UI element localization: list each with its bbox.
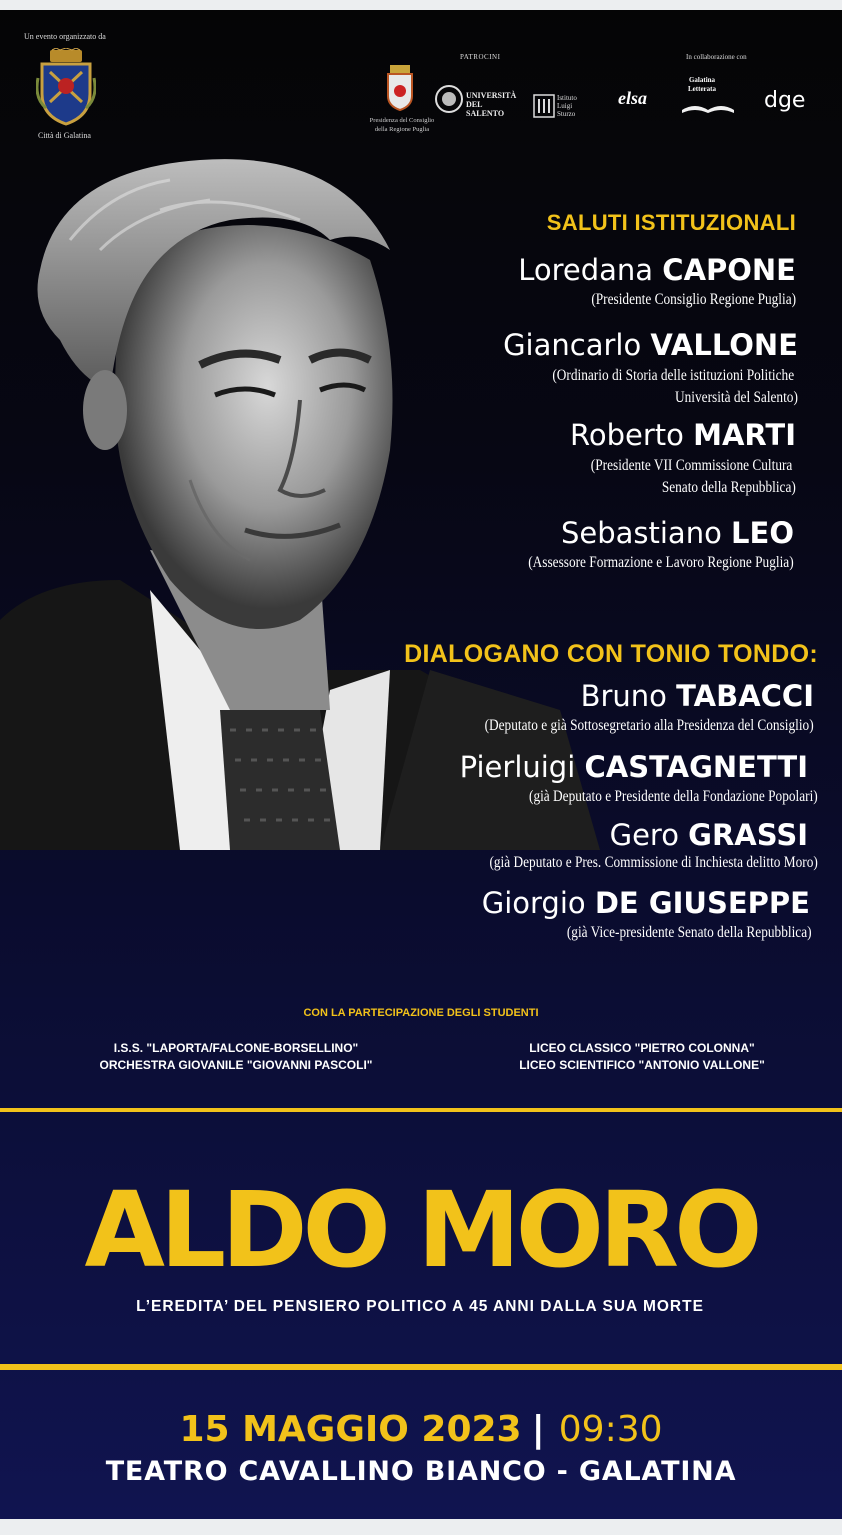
top-margin [0, 0, 842, 10]
event-datetime [0, 1409, 842, 1450]
speaker-first-name: Giorgio [481, 886, 595, 920]
speaker-last-name: DE GIUSEPPE [594, 886, 810, 920]
school-right [452, 1040, 832, 1074]
regione-puglia-logo-icon [386, 65, 414, 113]
speaker-name [503, 328, 798, 362]
galatina-letterata-logo: Galatina Letterata [688, 76, 716, 93]
separator: | [531, 1409, 545, 1450]
sturzo-logo: Istituto Luigi Sturzo [557, 94, 577, 118]
speaker-name [570, 418, 796, 452]
saluti-heading: SALUTI ISTITUZIONALI [546, 210, 796, 235]
dialogano-heading: DIALOGANO CON TONIO TONDO: [404, 640, 818, 668]
event-venue: TEATRO CAVALLINO BIANCO - GALATINA [105, 1456, 737, 1487]
speaker-last-name: GRASSI [688, 818, 808, 852]
unisalento-seal-icon [434, 84, 464, 114]
event-date: 15 MAGGIO 2023 [179, 1409, 522, 1450]
school-name: ORCHESTRA GIOVANILE "GIOVANNI PASCOLI" [99, 1058, 373, 1072]
event-title: ALDO MORO [84, 1169, 758, 1291]
speaker-role: (Presidente Consiglio Regione Puglia) [591, 291, 796, 308]
school-name: LICEO CLASSICO "PIETRO COLONNA" [529, 1041, 755, 1055]
event-subtitle: L’EREDITA’ DEL PENSIERO POLITICO A 45 ANNI DALLA SUA MORTE [136, 1298, 704, 1315]
speaker-role: (già Vice-presidente Senato della Repubblica) [567, 924, 812, 941]
speaker-first-name: Sebastiano [560, 516, 732, 550]
divider-line [0, 1364, 842, 1370]
collaboration-label: In collaborazione con [686, 53, 747, 61]
speaker-name [460, 750, 808, 784]
speaker-last-name: CASTAGNETTI [584, 750, 808, 784]
speaker-first-name: Roberto [569, 418, 694, 452]
divider-line [0, 1108, 842, 1112]
event-poster [0, 10, 842, 1519]
city-label: Città di Galatina [38, 131, 91, 140]
speaker-name [561, 516, 794, 550]
speaker-first-name: Pierluigi [459, 750, 585, 784]
speaker-role: Università del Salento) [675, 389, 798, 406]
speaker-role: (Assessore Formazione e Lavoro Regione Puglia) [528, 554, 794, 571]
open-book-icon [680, 96, 736, 114]
bottom-margin [0, 1519, 842, 1535]
organizer-label: Un evento organizzato da [24, 32, 106, 41]
participation-heading: CON LA PARTECIPAZIONE DEGLI STUDENTI [303, 1007, 539, 1019]
speaker-role: Senato della Repubblica) [662, 479, 796, 496]
elsa-logo: elsa [618, 88, 647, 108]
speaker-role: (già Deputato e Pres. Commissione di Inchiesta delitto Moro) [489, 854, 818, 871]
speaker-last-name: TABACCI [676, 679, 814, 713]
school-name: I.S.S. "LAPORTA/FALCONE-BORSELLINO" [113, 1041, 359, 1055]
speaker-role: (già Deputato e Presidente della Fondazione Popolari) [529, 788, 818, 805]
speaker-name [610, 818, 808, 852]
school-name: LICEO SCIENTIFICO "ANTONIO VALLONE" [519, 1058, 765, 1072]
portrait-photo [0, 150, 600, 850]
speaker-first-name: Bruno [580, 679, 677, 713]
speaker-last-name: VALLONE [650, 328, 798, 362]
speaker-name [518, 253, 796, 287]
speaker-name [482, 886, 810, 920]
speaker-last-name: LEO [731, 516, 794, 550]
event-time: 09:30 [558, 1409, 663, 1450]
galatina-crest-icon [36, 48, 96, 130]
speaker-last-name: CAPONE [662, 253, 796, 287]
unisalento-logo: UNIVERSITÀ DEL SALENTO [466, 91, 517, 118]
speaker-first-name: Gero [609, 818, 689, 852]
speaker-first-name: Giancarlo [503, 328, 651, 362]
speaker-role: (Presidente VII Commissione Cultura [590, 457, 792, 474]
school-left [46, 1040, 426, 1074]
speaker-name [581, 679, 814, 713]
dge-logo: dge [764, 88, 806, 113]
speaker-role: (Deputato e già Sottosegretario alla Presidenza del Consiglio) [484, 717, 814, 734]
sturzo-logo-icon [533, 94, 555, 118]
patronage-label: PATROCINI [460, 53, 501, 61]
puglia-caption: Presidenza del Consiglio della Regione Puglia [369, 117, 435, 133]
speaker-last-name: MARTI [693, 418, 796, 452]
speaker-role: (Ordinario di Storia delle istituzioni Politiche [552, 367, 794, 384]
speaker-first-name: Loredana [518, 253, 663, 287]
